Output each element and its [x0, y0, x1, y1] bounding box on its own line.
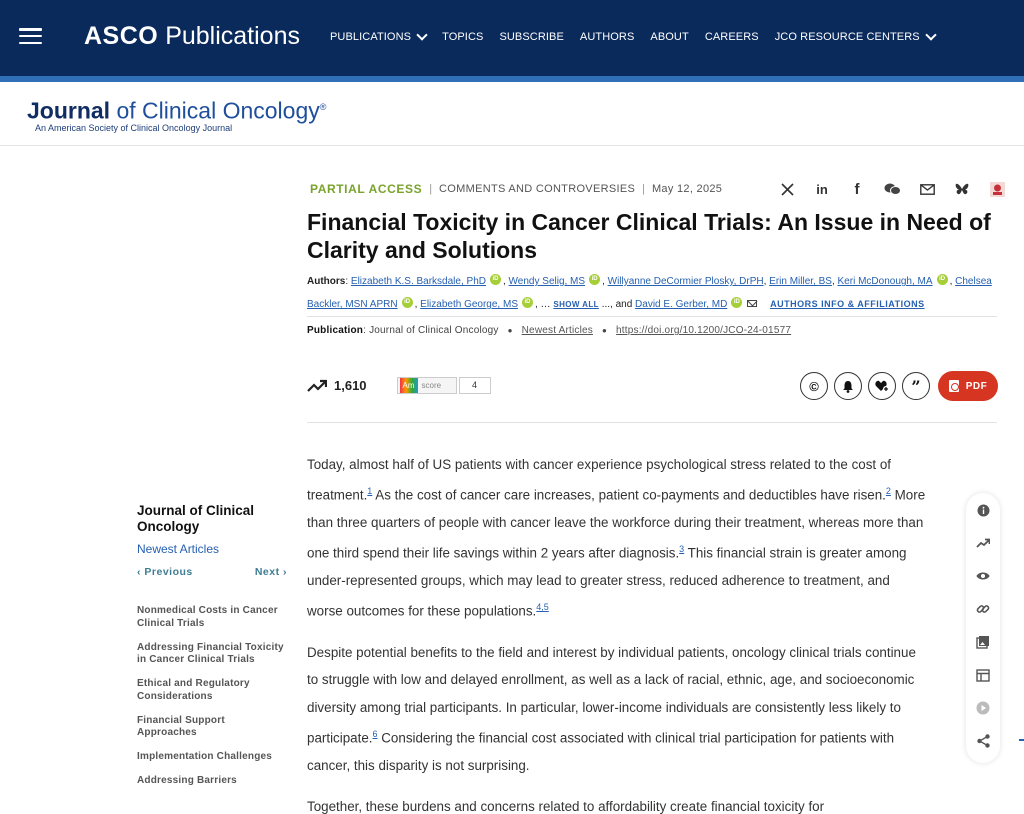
reference-link[interactable]: 6 — [372, 729, 378, 740]
reference-link[interactable]: 2 — [885, 486, 891, 497]
article-tools-toolbar — [966, 493, 1000, 763]
bluesky-icon[interactable] — [953, 180, 971, 198]
orcid-icon[interactable]: iD — [402, 297, 413, 308]
divider — [307, 316, 997, 317]
publication-label: Publication — [307, 325, 364, 336]
paragraph: Together, these burdens and concerns related to affordability create financial toxicity for — [307, 799, 825, 814]
orcid-icon[interactable]: iD — [731, 297, 742, 308]
reference-link[interactable]: 3 — [679, 544, 685, 555]
nav-about[interactable]: ABOUT — [650, 31, 689, 43]
authors-label: Authors — [307, 276, 346, 287]
view-count: 1,610 — [334, 378, 367, 393]
quote-icon: ” — [911, 376, 921, 396]
scroll-marker — [1019, 739, 1024, 741]
reference-link[interactable]: 4,5 — [536, 602, 549, 613]
table-icon[interactable] — [976, 668, 990, 682]
jco-logo[interactable] — [27, 94, 326, 133]
journal-name-rest: of Clinical Oncology — [116, 97, 320, 124]
pdf-icon — [949, 380, 959, 392]
email-author-icon[interactable] — [747, 300, 757, 307]
nav-topics[interactable]: TOPICS — [442, 31, 484, 43]
author-link[interactable]: David E. Gerber, MD — [635, 299, 728, 310]
author-link[interactable]: Elizabeth K.S. Barksdale, PhD — [350, 276, 486, 287]
prev-next-nav — [137, 566, 287, 578]
pdf-label: PDF — [965, 380, 988, 392]
paragraph: Today, almost half of US patients with cancer experience psychological stress related to the cost of treatment.$^1$ As the cost of cancer care increases, patient co-payments and deductibles have risen.$^2$ More than three quarters of people with cancer leave the workforce during their treatment, whereas more than one third spend their life savings within 2 years after diagnosis.$^3$ This financial strain is greater among under-represented groups, which may lead to greater stress, reduced adherence to treatment, and worse outcomes for these populations.$^{4,5}$ — [307, 457, 926, 619]
orcid-icon[interactable]: iD — [937, 274, 948, 285]
reference-link[interactable]: 1 — [367, 486, 373, 497]
orcid-icon[interactable]: iD — [522, 297, 533, 308]
copyright-icon: © — [809, 378, 819, 394]
sidebar-journal-title: Journal of Clinical Oncology — [137, 503, 255, 534]
altmetric-score: 4 — [459, 377, 491, 394]
chevron-down-icon — [416, 29, 427, 40]
next-article-link[interactable]: Next › — [254, 566, 287, 578]
publish-date: May 12, 2025 — [651, 183, 723, 195]
toc-item[interactable]: Ethical and Regulatory Considerations — [137, 678, 250, 702]
nav-subscribe[interactable]: SUBSCRIBE — [499, 31, 564, 43]
orcid-icon[interactable]: iD — [490, 274, 501, 285]
article-meta: PARTIAL ACCESS | COMMENTS AND CONTROVERSIES | May 12, 2025 — [310, 182, 723, 196]
toc-item[interactable]: Implementation Challenges — [137, 751, 273, 762]
top-navigation-bar — [0, 0, 1024, 76]
article-body — [307, 451, 927, 814]
toc-item[interactable]: Addressing Financial Toxicity in Cancer Clinical Trials — [137, 641, 284, 665]
share-icon[interactable] — [976, 734, 990, 748]
nav-publications[interactable]: PUBLICATIONS — [330, 31, 426, 43]
article-actions — [800, 371, 998, 401]
altmetric-score-label: score — [421, 381, 442, 390]
author-link[interactable]: Wendy Selig, MS — [508, 276, 586, 287]
linkedin-icon[interactable]: in — [816, 181, 828, 197]
heart-plus-icon — [875, 380, 889, 392]
article-type: COMMENTS AND CONTROVERSIES — [439, 183, 636, 195]
wechat-icon[interactable] — [883, 180, 901, 198]
view-icon[interactable] — [976, 569, 990, 583]
doi-link[interactable]: https://doi.org/10.1200/JCO-24-01577 — [616, 325, 792, 336]
article-sidebar — [137, 503, 287, 799]
journal-name-first: Journal — [27, 97, 111, 124]
nav-careers[interactable]: CAREERS — [704, 31, 759, 43]
author-link[interactable]: Chelsea Backler, MSN APRN — [307, 276, 992, 310]
newest-articles-link[interactable]: Newest Articles — [521, 325, 593, 336]
registered-mark: ® — [319, 102, 327, 112]
publication-name: Journal of Clinical Oncology — [369, 325, 499, 336]
publication-row: Publication: Journal of Clinical Oncology ● Newest Articles ● https://doi.org/10.1200/JCO-24-01577 — [307, 325, 792, 336]
altmetric-widget[interactable] — [397, 377, 491, 394]
nav-authors[interactable]: AUTHORS — [579, 31, 635, 43]
divider — [307, 422, 997, 423]
journal-header — [0, 82, 1024, 146]
nav-jco-resource-centers[interactable]: JCO RESOURCE CENTERS — [775, 31, 935, 43]
cite-button[interactable] — [902, 372, 930, 400]
authors-info-affiliations-link[interactable]: AUTHORS INFO & AFFILIATIONS — [770, 299, 925, 309]
author-link[interactable]: Elizabeth George, MS — [420, 299, 518, 310]
link-icon[interactable] — [976, 602, 990, 616]
show-all-authors-button[interactable]: SHOW ALL — [553, 300, 599, 309]
sidebar-newest-articles[interactable]: Newest Articles — [137, 542, 220, 556]
info-icon[interactable] — [976, 503, 990, 517]
alerts-button[interactable] — [834, 372, 862, 400]
pdf-button[interactable] — [938, 371, 998, 401]
brand-bold: ASCO — [84, 22, 159, 50]
x-icon[interactable] — [778, 180, 796, 198]
brand-rest: Publications — [165, 22, 300, 50]
main-nav — [330, 31, 951, 43]
metrics-icon[interactable] — [976, 536, 990, 550]
article-metrics — [307, 377, 491, 394]
author-link[interactable]: Willyanne DeCormier Plosky, DrPH — [607, 276, 764, 287]
paragraph: Despite potential benefits to the field and interest by individual patients, oncology clinical trials continue to struggle with low and delayed enrollment, as well as a lack of racial, ethnic, age, and socioeconomic diversity among trial participants. In particular, lower-income individuals are consistently less likely to participate.$^6$ Considering the financial cost associated with clinical trial participation for patients with cancer, this disparity is not surprising. — [307, 645, 916, 773]
favorite-button[interactable] — [868, 372, 896, 400]
mendeley-icon[interactable] — [988, 180, 1006, 198]
toc-item[interactable]: Financial Support Approaches — [137, 714, 225, 738]
facebook-icon[interactable]: f — [854, 180, 860, 198]
trending-up-icon — [307, 379, 327, 393]
email-icon[interactable] — [918, 180, 936, 198]
toc-item[interactable]: Nonmedical Costs in Cancer Clinical Trials — [137, 605, 278, 629]
play-icon[interactable] — [976, 701, 990, 715]
access-badge: PARTIAL ACCESS — [310, 182, 423, 196]
asco-publications-logo[interactable] — [84, 22, 300, 51]
copyright-button[interactable] — [800, 372, 828, 400]
bell-icon — [842, 380, 854, 393]
journal-subtitle: An American Society of Clinical Oncology Journal — [35, 122, 233, 133]
section-toc — [137, 605, 287, 788]
orcid-icon[interactable]: iD — [589, 274, 600, 285]
chevron-down-icon — [925, 29, 936, 40]
author-list: Authors: Elizabeth K.S. Barksdale, PhD iD , Wendy Selig, MS iD , Willyanne DeCormier Plosky, DrPH, Erin Miller, BS, Keri McDonough, MA iD , Chelsea Backler, MSN APRN iD , Elizabeth George, MS iD , … SHOW ALL ..., and David E. Gerber, MD iD AUTHORS INFO & AFFILIATIONS — [307, 276, 992, 310]
author-link[interactable]: Erin Miller, BS — [769, 276, 832, 287]
previous-article-link[interactable]: ‹ Previous — [137, 566, 193, 578]
altmetric-badge: Am — [400, 378, 418, 393]
author-link[interactable]: Keri McDonough, MA — [837, 276, 933, 287]
share-bar — [778, 180, 1023, 198]
figures-icon[interactable] — [976, 635, 990, 649]
authors-and-text: ..., and — [601, 299, 633, 310]
menu-icon[interactable] — [19, 28, 42, 44]
article-title: Financial Toxicity in Cancer Clinical Trials: An Issue in Need of Clarity and Solutions — [307, 209, 991, 263]
toc-item[interactable]: Addressing Barriers — [137, 775, 237, 786]
